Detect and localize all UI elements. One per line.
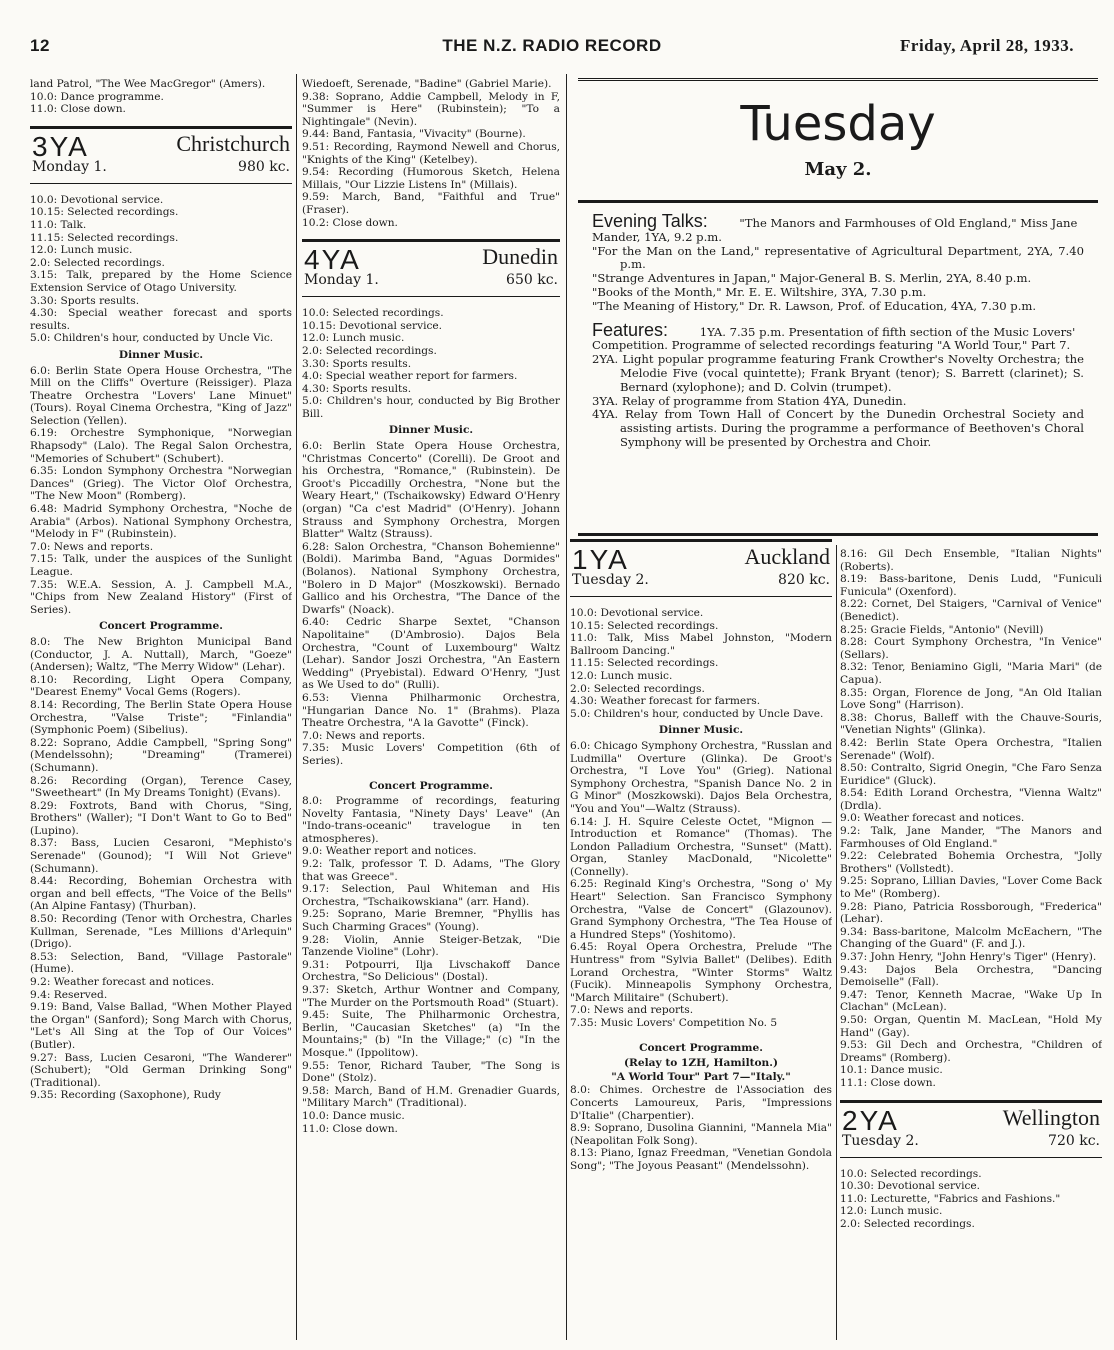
list-item: 6.14: J. H. Squire Celeste Octet, "Mignon — Introduction et Romance" (Thomas). The London Palladium Orchestra, "Sunset" (Matt). Organ, Stanley MacDonald, "Nicolette" (Connelly). bbox=[570, 815, 832, 878]
list-item: 9.54: Recording (Humorous Sketch, Helena Millais, "Our Lizzie Listens In" (Millais). bbox=[302, 166, 560, 191]
station-city: Christchurch bbox=[176, 130, 290, 156]
station-day: Monday 1. bbox=[304, 272, 379, 289]
list-item: 12.0: Lunch music. bbox=[840, 1205, 943, 1218]
list-item: 2.0: Selected recordings. bbox=[30, 256, 165, 269]
list-item: 2.0: Selected recordings. bbox=[302, 344, 437, 357]
list-item: 9.0: Weather report and notices. bbox=[302, 845, 477, 858]
col2-concert bbox=[302, 795, 560, 1135]
list-item: 2YA. Light popular programme featuring Frank Crowther's Novelty Orchestra; the Melodie Five (vocal quintette); Frank Bryant (tenor); S. Barrett (clarinet); S. Bernard (xylophone); and D. Colvin (trumpet). bbox=[592, 352, 1084, 394]
section-heading: Dinner Music. bbox=[388, 424, 474, 437]
list-item: 9.22: Celebrated Bohemia Orchestra, "Jolly Brothers" (Vollstedt). bbox=[840, 850, 1102, 875]
station-frequency: 650 kc. bbox=[506, 272, 558, 289]
list-item: 11.0: Close down. bbox=[302, 1122, 398, 1135]
column-divider bbox=[296, 74, 297, 1340]
list-item: 9.31: Potpourri, Ilja Livschakoff Dance Orchestra, "So Delicious" (Dostal). bbox=[302, 958, 560, 984]
list-item: 9.28: Piano, Patricia Rossborough, "Frederica" (Lehar). bbox=[840, 900, 1102, 926]
section-heading: Concert Programme. bbox=[369, 779, 493, 792]
list-item: 7.0: News and reports. bbox=[302, 729, 426, 742]
list-item: 8.42: Berlin State Opera Orchestra, "Italien Serenade" (Wolf). bbox=[840, 736, 1102, 762]
list-item: 6.25: Reginald King's Orchestra, "Song o' My Heart" Selection. San Francisco Symphony Orchestra, "Valse de Concert" (Glazounov). Grand Symphony Orchestra, "The Tea House of a Hundred Steps" (Yoshitomo). bbox=[570, 878, 832, 941]
list-item: 9.58: March, Band of H.M. Grenadier Guards, "Military March" (Traditional). bbox=[302, 1084, 560, 1110]
list-item: 4YA. Relay from Town Hall of Concert by the Dunedin Orchestral Society and assisting artists. During the programme a performance of Beethoven's Choral Symphony will be presented by Orchestra and Choir. bbox=[592, 407, 1084, 449]
list-item: 9.0: Weather forecast and notices. bbox=[840, 812, 1025, 825]
issue-date: Friday, April 28, 1933. bbox=[900, 36, 1074, 55]
station-city: Dunedin bbox=[482, 244, 558, 270]
list-item: 10.1: Dance music. bbox=[840, 1064, 943, 1077]
station-call: 2YA bbox=[842, 1104, 899, 1136]
list-item: 8.10: Recording, Light Opera Company, "Dearest Enemy" Vocal Gems (Rogers). bbox=[30, 673, 292, 699]
list-item: "The Manors and Farmhouses of Old England," Miss Jane Mander, 1YA, 9.2 p.m. bbox=[592, 216, 1078, 244]
station-city: Auckland bbox=[744, 544, 830, 569]
list-item: Wiedoeft, Serenade, "Badine" (Gabriel Marie). bbox=[302, 78, 552, 90]
list-item: 9.59: March, Band, "Faithful and True" (Fraser). bbox=[302, 191, 560, 216]
list-item: 8.0: The New Brighton Municipal Band (Conductor, J. A. Nuttall), March, "Goeze" (Andersen); Waltz, "The Merry Widow" (Lehar). bbox=[30, 635, 292, 674]
list-item: 10.15: Selected recordings. bbox=[30, 206, 179, 219]
list-item: 6.0: Chicago Symphony Orchestra, "Russlan and Ludmilla" Overture (Glinka). De Groot's Orchestra, "I Love You" (Grieg). National Symphony Orchestra, "Spanish Dance No. 2 in G Minor" (Moszkowski). Dajos Bela Orchestra, "You and You"—Waltz (Strauss). bbox=[570, 739, 832, 815]
list-item: 8.16: Gil Dech Ensemble, "Italian Nights" (Roberts). bbox=[840, 548, 1102, 573]
station-day: Tuesday 2. bbox=[842, 1132, 919, 1149]
evening-talks-label: Evening Talks: bbox=[592, 211, 708, 231]
station-header-4ya bbox=[302, 239, 560, 297]
list-item: 8.14: Recording, The Berlin State Opera House Orchestra, "Valse Triste"; "Finlandia" (Symphonic Poem) (Sibelius). bbox=[30, 698, 292, 737]
list-item: 10.15: Devotional service. bbox=[302, 319, 443, 332]
station-day: Tuesday 2. bbox=[572, 572, 649, 588]
page-header bbox=[30, 36, 1074, 60]
list-item: "For the Man on the Land," representative of Agricultural Department, 2YA, 7.40 p.m. bbox=[592, 243, 1084, 272]
col3-schedule bbox=[570, 607, 832, 720]
list-item: 10.2: Close down. bbox=[302, 216, 398, 229]
section-heading: Dinner Music. bbox=[658, 724, 744, 737]
page-number: 12 bbox=[30, 36, 50, 55]
list-item: 9.53: Gil Dech and Orchestra, "Children of Dreams" (Romberg). bbox=[840, 1039, 1102, 1064]
col4-top bbox=[840, 548, 1102, 1090]
col2-top bbox=[302, 78, 560, 229]
tuesday-banner bbox=[578, 78, 1098, 201]
list-item: 8.22: Cornet, Del Staigers, "Carnival of Venice" (Benedict). bbox=[840, 598, 1102, 623]
col3-dinner bbox=[570, 740, 832, 1030]
list-item: 3.30: Sports results. bbox=[30, 294, 140, 307]
list-item: 3.30: Sports results. bbox=[302, 357, 412, 370]
col1-dinner bbox=[30, 365, 292, 617]
station-call: 1YA bbox=[572, 544, 629, 575]
list-item: 8.0: Chimes. Orchestre de l'Association des Concerts Lamoureux, Paris, "Impressions D'Italie" (Charpentier). bbox=[570, 1084, 832, 1122]
col2-schedule bbox=[302, 307, 560, 420]
list-item: 8.22: Soprano, Addie Campbell, "Spring Song" (Mendelssohn); "Dreaming" (Tramerei) (Schumann). bbox=[30, 736, 292, 774]
list-item: 12.0: Lunch music. bbox=[570, 669, 673, 682]
list-item: 4.0: Special weather report for farmers. bbox=[302, 370, 518, 383]
list-item: 8.50: Recording (Tenor with Orchestra, Charles Kullman, Serenade, "Les Millions d'Arlequin" (Drigo). bbox=[30, 913, 292, 951]
list-item: 6.53: Vienna Philharmonic Orchestra, "Hungarian Dance No. 1" (Brahms). Plaza Theatre Orchestra, "A la Gavotte" (Finck). bbox=[302, 691, 560, 730]
station-header-2ya bbox=[840, 1100, 1102, 1158]
list-item: 8.19: Bass-baritone, Denis Ludd, "Funiculi Funicula" (Oxenford). bbox=[840, 573, 1102, 598]
list-item: 8.26: Recording (Organ), Terence Casey, "Sweetheart" (In My Dreams Tonight) (Evans). bbox=[30, 774, 292, 800]
list-item: 4.30: Special weather forecast and sports results. bbox=[30, 307, 292, 332]
section-heading: Dinner Music. bbox=[118, 348, 204, 361]
list-item: 6.28: Salon Orchestra, "Chanson Bohemienne" (Boldi). Marimba Band, "Aguas Dormides" (Bolanos). National Symphony Orchestra, "Bolero in D Major" (Moszkowski). Bernado Gallico and his Orchestra, "The Dance of the Dwarfs" (Noack). bbox=[302, 540, 560, 616]
list-item: 9.17: Selection, Paul Whiteman and His Orchestra, "Tschaikowskiana" (arr. Hand). bbox=[302, 883, 560, 908]
list-item: 10.0: Selected recordings. bbox=[840, 1167, 982, 1180]
tuesday-highlights bbox=[578, 200, 1098, 536]
publication-title: THE N.Z. RADIO RECORD bbox=[442, 36, 662, 55]
list-item: "Books of the Month," Mr. E. E. Wiltshire, 3YA, 7.30 p.m. bbox=[592, 284, 927, 299]
section-heading: Concert Programme. bbox=[639, 1041, 763, 1054]
list-item: "Strange Adventures in Japan," Major-General B. S. Merlin, 2YA, 8.40 p.m. bbox=[592, 271, 1032, 286]
column-divider bbox=[836, 545, 837, 1340]
list-item: land Patrol, "The Wee MacGregor" (Amers). bbox=[30, 78, 266, 90]
column-2 bbox=[302, 78, 560, 1340]
list-item: 9.2: Talk, Jane Mander, "The Manors and Farmhouses of Old England." bbox=[840, 825, 1102, 850]
col1-top bbox=[30, 78, 292, 116]
station-header-1ya bbox=[570, 539, 832, 597]
list-item: 11.0: Lecturette, "Fabrics and Fashions." bbox=[840, 1192, 1061, 1205]
list-item: 8.28: Court Symphony Orchestra, "In Venice" (Sellars). bbox=[840, 636, 1102, 661]
list-item: 10.0: Dance programme. bbox=[30, 90, 164, 103]
list-item: 9.44: Band, Fantasia, "Vivacity" (Bourne). bbox=[302, 128, 526, 141]
list-item: 6.35: London Symphony Orchestra "Norwegian Dances" (Grieg). The Victor Olof Orchestra, "The New Moon" (Romberg). bbox=[30, 465, 292, 503]
list-item: 8.35: Organ, Florence de Jong, "An Old Italian Love Song" (Harrison). bbox=[840, 686, 1102, 712]
list-item: 11.0: Close down. bbox=[30, 103, 126, 116]
list-item: 8.50: Contralto, Sigrid Onegin, "Che Faro Senza Euridice" (Gluck). bbox=[840, 762, 1102, 787]
list-item: 8.0: Programme of recordings, featuring Novelty Fantasia, "Ninety Days' Leave" (An "Indo-trans-oceanic" travelogue in ten atmospheres). bbox=[302, 795, 560, 845]
station-header-3ya bbox=[30, 126, 292, 184]
list-item: 9.37: John Henry, "John Henry's Tiger" (Henry). bbox=[840, 951, 1097, 963]
list-item: 8.13: Piano, Ignaz Freedman, "Venetian Gondola Song"; "The Joyous Peasant" (Mendelssohn). bbox=[570, 1147, 832, 1172]
list-item: 8.44: Recording, Bohemian Orchestra with organ and bell effects, "The Voice of the Bells" (An Alpine Fantasy) (Thurban). bbox=[30, 875, 292, 913]
list-item: 11.0: Talk, Miss Mabel Johnston, "Modern Ballroom Dancing." bbox=[570, 632, 832, 657]
list-item: 11.1: Close down. bbox=[840, 1076, 936, 1089]
list-item: 1YA. 7.35 p.m. Presentation of fifth section of the Music Lovers' Competition. Programme of selected recordings featuring "A World Tour," Part 7. bbox=[592, 324, 1076, 353]
list-item: 5.0: Children's hour, conducted by Uncle Dave. bbox=[570, 707, 824, 720]
list-item: 12.0: Lunch music. bbox=[30, 244, 133, 257]
list-item: 11.15: Selected recordings. bbox=[570, 657, 719, 670]
list-item: "The Meaning of History," Dr. R. Lawson, Prof. of Education, 4YA, 7.30 p.m. bbox=[592, 298, 1037, 313]
list-item: 9.25: Soprano, Lillian Davies, "Lover Come Back to Me" (Romberg). bbox=[840, 875, 1102, 901]
col1-schedule bbox=[30, 194, 292, 345]
evening-talks bbox=[592, 211, 1084, 314]
list-item: 6.45: Royal Opera Orchestra, Prelude "The Huntress" from "Sylvia Ballet" (Delibes). Edith Lorand Orchestra, "Winter Storms" Waltz (Fucik). Minneapolis Symphony Orchestra, "March Militaire" (Schubert). bbox=[570, 941, 832, 1004]
list-item: 9.43: Dajos Bela Orchestra, "Dancing Demoiselle" (Fall). bbox=[840, 963, 1102, 989]
list-item: 9.2: Talk, professor T. D. Adams, "The Glory that was Greece". bbox=[302, 858, 560, 883]
list-item: 8.53: Selection, Band, "Village Pastorale" (Hume). bbox=[30, 950, 292, 976]
list-item: 9.45: Suite, The Philharmonic Orchestra, Berlin, "Caucasian Sketches" (a) "In the Mountains;" (b) "In the Village;" (c) "In the Mosque." (Ippolitow). bbox=[302, 1009, 560, 1059]
station-call: 3YA bbox=[32, 130, 89, 162]
list-item: 9.55: Tenor, Richard Tauber, "The Song is Done" (Stolz). bbox=[302, 1059, 560, 1085]
list-item: 4.30: Weather forecast for farmers. bbox=[570, 695, 761, 708]
list-item: 8.9: Soprano, Dusolina Giannini, "Mannela Mia" (Neapolitan Folk Song). bbox=[570, 1122, 832, 1147]
list-item: 6.0: Berlin State Opera House Orchestra, "Christmas Concerto" (Corelli). De Groot and his Orchestra, "Romance," (Rubinstein). De Groot's Piccadilly Orchestra, "None but the Weary Heart," (Tschaikowsky) Edward O'Henry (organ) "Ca c'est Madrid" (O'Henry). Johann Strauss and Symphony Orchestra, Morgen Blatter" Waltz (Strauss). bbox=[302, 440, 560, 541]
list-item: 8.25: Gracie Fields, "Antonio" (Nevill) bbox=[840, 623, 1044, 636]
list-item: 5.0: Children's hour, conducted by Uncle Vic. bbox=[30, 332, 274, 345]
list-item: 9.4: Reserved. bbox=[30, 988, 108, 1001]
list-item: 9.37: Sketch, Arthur Wontner and Company, "The Murder on the Portsmouth Road" (Stuart). bbox=[302, 984, 560, 1009]
list-item: 7.35: Music Lovers' Competition No. 5 bbox=[570, 1017, 778, 1029]
list-item: 9.51: Recording, Raymond Newell and Chorus, "Knights of the King" (Ketelbey). bbox=[302, 140, 560, 166]
list-item: 12.0: Lunch music. bbox=[302, 332, 405, 345]
list-item: 8.29: Foxtrots, Band with Chorus, "Sing, Brothers" (Waller); "I Don't Want to Go to Bed" (Lupino). bbox=[30, 799, 292, 837]
list-item: 2.0: Selected recordings. bbox=[570, 682, 705, 695]
station-call: 4YA bbox=[304, 244, 361, 276]
column-divider bbox=[566, 74, 567, 1340]
list-item: 9.2: Weather forecast and notices. bbox=[30, 976, 215, 988]
list-item: 6.19: Orchestre Symphonique, "Norwegian Rhapsody" (Lalo). The Regal Salon Orchestra, "Memories of Schubert" (Schubert). bbox=[30, 427, 292, 465]
list-item: 6.48: Madrid Symphony Orchestra, "Noche de Arabia" (Arbos). National Symphony Orchestra, "Melody in F" (Rubinstein). bbox=[30, 503, 292, 541]
section-subheading: (Relay to 1ZH, Hamilton.) bbox=[624, 1057, 778, 1070]
column-1 bbox=[30, 78, 292, 1340]
station-frequency: 980 kc. bbox=[238, 158, 290, 175]
list-item: 10.0: Dance music. bbox=[302, 1109, 405, 1122]
list-item: 9.28: Violin, Annie Steiger-Betzak, "Die Tanzende Violine" (Lohr). bbox=[302, 933, 560, 959]
list-item: 9.27: Bass, Lucien Cesaroni, "The Wanderer" (Schubert); "Old German Drinking Song" (Traditional). bbox=[30, 1051, 292, 1089]
column-3 bbox=[570, 535, 832, 1340]
list-item: 8.54: Edith Lorand Orchestra, "Vienna Waltz" (Drdla). bbox=[840, 787, 1102, 812]
section-subheading: "A World Tour" Part 7—"Italy." bbox=[611, 1070, 791, 1083]
list-item: 8.32: Tenor, Beniamino Gigli, "Maria Mari" (de Capua). bbox=[840, 661, 1102, 686]
station-city: Wellington bbox=[1002, 1104, 1100, 1130]
list-item: 3.15: Talk, prepared by the Home Science Extension Service of Otago University. bbox=[30, 269, 292, 294]
list-item: 10.0: Selected recordings. bbox=[302, 307, 444, 320]
station-frequency: 820 kc. bbox=[778, 572, 830, 588]
list-item: 7.15: Talk, under the auspices of the Sunlight League. bbox=[30, 553, 292, 578]
list-item: 9.19: Band, Valse Ballad, "When Mother Played the Organ" (Sanford); Song March with Chorus, "Let's All Sing at the Top of Our Voices" (Butler). bbox=[30, 1001, 292, 1051]
list-item: 10.30: Devotional service. bbox=[840, 1180, 981, 1193]
list-item: 7.0: News and reports. bbox=[30, 540, 154, 553]
list-item: 10.15: Selected recordings. bbox=[570, 619, 719, 632]
list-item: 9.34: Bass-baritone, Malcolm McEachern, "The Changing of the Guard" (F. and J.). bbox=[840, 925, 1102, 951]
station-frequency: 720 kc. bbox=[1048, 1132, 1100, 1149]
col2-dinner bbox=[302, 440, 560, 767]
list-item: 9.50: Organ, Quentin M. MacLean, "Hold My Hand" (Gay). bbox=[840, 1013, 1102, 1039]
list-item: 11.0: Talk. bbox=[30, 218, 87, 231]
list-item: 7.35: Music Lovers' Competition (6th of Series). bbox=[302, 742, 560, 767]
list-item: 7.0: News and reports. bbox=[570, 1004, 694, 1017]
col4-schedule bbox=[840, 1168, 1102, 1231]
list-item: 4.30: Sports results. bbox=[302, 382, 412, 395]
features bbox=[592, 319, 1084, 450]
column-4 bbox=[840, 548, 1102, 1340]
list-item: 6.0: Berlin State Opera House Orchestra, "The Mill on the Cliffs" Overture (Reissiger). Plaza Theatre Orchestra "Lovers' Lane Minuet" (Tours). Royal Cinema Orchestra, "King of Jazz" Selection (Yellen). bbox=[30, 364, 292, 427]
list-item: 9.25: Soprano, Marie Bremner, "Phyllis has Such Charming Graces" (Young). bbox=[302, 908, 560, 934]
day-title: Tuesday bbox=[740, 96, 936, 152]
col3-concert bbox=[570, 1084, 832, 1172]
col1-concert bbox=[30, 636, 292, 1102]
station-day: Monday 1. bbox=[32, 158, 107, 175]
list-item: 5.0: Children's hour, conducted by Big Brother Bill. bbox=[302, 395, 560, 420]
list-item: 7.35: W.E.A. Session, A. J. Campbell M.A., "Chips from New Zealand History" (First of Series). bbox=[30, 578, 292, 616]
features-label: Features: bbox=[592, 319, 669, 340]
list-item: 3YA. Relay of programme from Station 4YA, Dunedin. bbox=[592, 393, 907, 408]
list-item: 9.47: Tenor, Kenneth Macrae, "Wake Up In Clachan" (McLean). bbox=[840, 988, 1102, 1014]
list-item: 10.0: Devotional service. bbox=[30, 193, 164, 206]
list-item: 10.0: Devotional service. bbox=[570, 607, 704, 619]
list-item: 6.40: Cedric Sharpe Sextet, "Chanson Napolitaine" (D'Ambrosio). Dajos Bela Orchestra, "Count of Luxembourg" Waltz (Lehar). Sandor Joszi Orchestra, "An Eastern Wedding" (Pryebistal). Edward O'Henry, "Just as We Used to do" (Rulli). bbox=[302, 616, 560, 692]
list-item: 9.38: Soprano, Addie Campbell, Melody in F, "Summer is Here" (Rubinstein); "To a Nightingale" (Nevin). bbox=[302, 90, 560, 128]
list-item: 2.0: Selected recordings. bbox=[840, 1217, 975, 1230]
list-item: 11.15: Selected recordings. bbox=[30, 231, 179, 244]
list-item: 9.35: Recording (Saxophone), Rudy bbox=[30, 1089, 221, 1102]
list-item: 8.38: Chorus, Balleff with the Chauve-Souris, "Venetian Nights" (Glinka). bbox=[840, 711, 1102, 737]
section-heading: Concert Programme. bbox=[99, 620, 223, 633]
list-item: 8.37: Bass, Lucien Cesaroni, "Mephisto's Serenade" (Gounod); "I Will Not Grieve" (Schumann). bbox=[30, 837, 292, 875]
day-date: May 2. bbox=[804, 159, 872, 180]
